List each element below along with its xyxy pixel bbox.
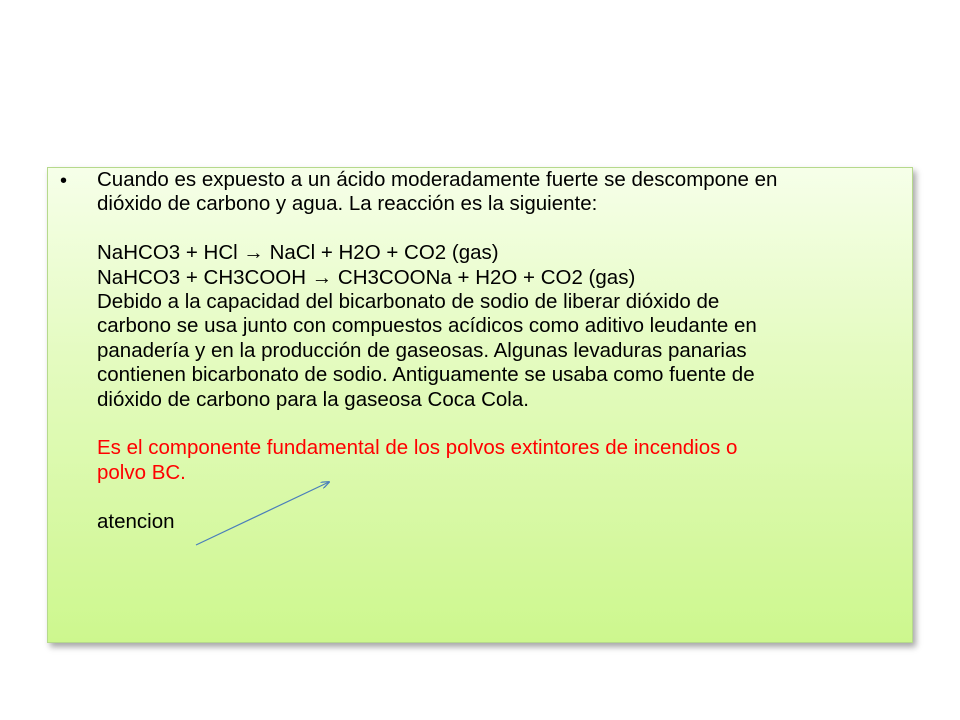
blank-line <box>97 217 897 241</box>
bullet-point: • <box>60 170 68 192</box>
highlight-line: polvo BC. <box>97 460 186 484</box>
note-text: atencion <box>97 509 175 533</box>
text-line: dióxido de carbono y agua. La reacción es la siguiente: <box>97 192 598 216</box>
text-line: Cuando es expuesto a un ácido moderadamente fuerte se descompone en <box>97 168 778 191</box>
text-line: contienen bicarbonato de sodio. Antiguamente se usaba como fuente de <box>97 363 755 387</box>
text-line: carbono se usa junto con compuestos acídicos como aditivo leudante en <box>97 314 757 338</box>
reaction-line: NaHCO3 + CH3COOH → CH3COONa + H2O + CO2 (gas) <box>97 265 636 289</box>
blank-line <box>97 485 897 509</box>
text-line: panadería y en la producción de gaseosas. Algunas levaduras panarias <box>97 338 747 362</box>
highlight-line: Es el componente fundamental de los polvos extintores de incendios o <box>97 436 738 460</box>
text-line: dióxido de carbono para la gaseosa Coca Cola. <box>97 387 529 411</box>
body-text <box>97 168 897 534</box>
reaction-line: NaHCO3 + HCl → NaCl + H2O + CO2 (gas) <box>97 241 499 265</box>
text-line: Debido a la capacidad del bicarbonato de sodio de liberar dióxido de <box>97 290 720 314</box>
blank-line <box>97 412 897 436</box>
